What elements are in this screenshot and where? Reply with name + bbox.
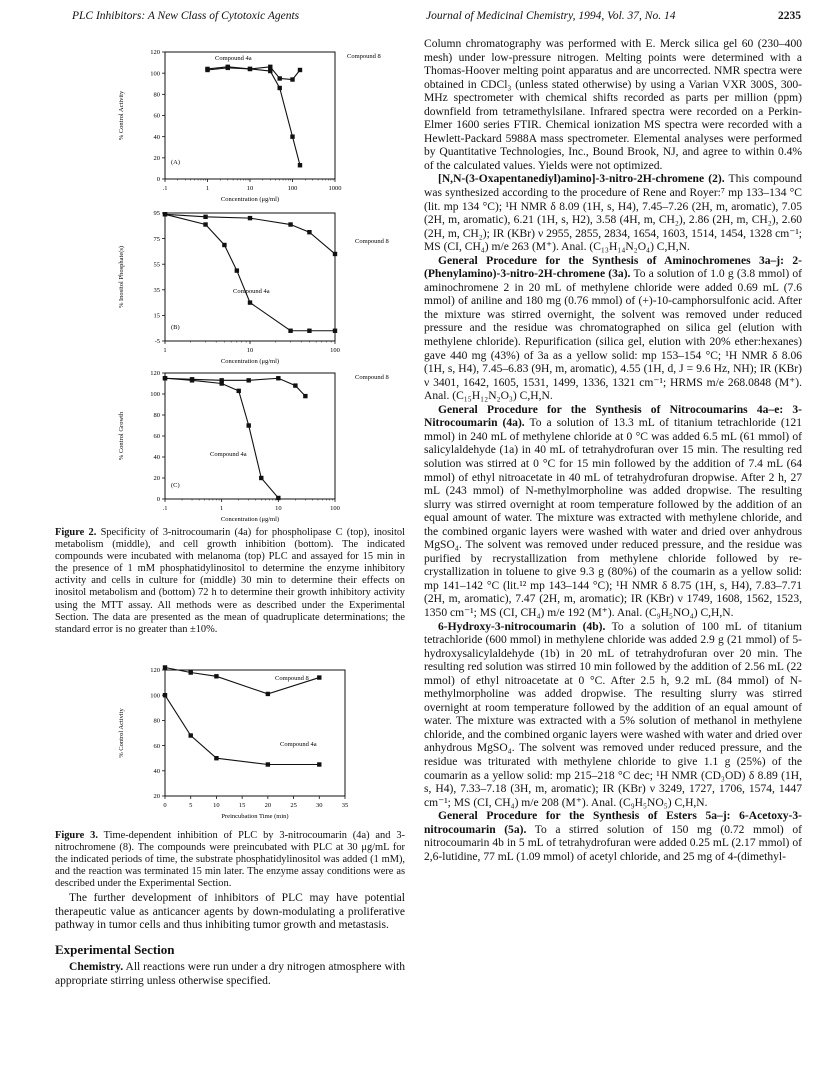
series-line	[208, 68, 300, 165]
data-point	[278, 86, 282, 90]
x-tick-label: 20	[264, 801, 272, 809]
data-point	[293, 383, 297, 387]
data-point	[235, 268, 239, 272]
data-point	[276, 496, 280, 500]
data-point	[237, 389, 241, 393]
data-point	[163, 212, 167, 216]
compound-2-text: This compound was synthesized according to the procedure of Rene and Royer:⁷ mp 133–134 °C (lit. mp 134 °C); ¹H NMR δ 8.09 (1H, s, H4), 7.45–7.26 (2H, m, aromatic), 7.05 (2H, m, aromatic), 6.21 (1H, s, H2), 3.58 (4H, m, CH₂), 2.86 (2H, m, CH₂), 2.60 (2H, m, CH₂); IR (KBr) ν 2955, 2855, 2834, 1654, 1603, 1514, 1454, 1328 cm⁻¹; MS (CI, CH₄) m/e 263 (M⁺). Anal. (C₁₃H₁₄N₂O₄) C,H,N.	[424, 173, 802, 254]
data-point	[333, 252, 337, 256]
compound-4b-paragraph	[424, 621, 802, 811]
data-point	[247, 378, 251, 382]
x-tick-label: 30	[316, 801, 323, 809]
y-tick-label: 55	[153, 261, 160, 269]
panel-label: (B)	[171, 324, 180, 331]
y-tick-label: 40	[153, 133, 160, 141]
x-tick-label: .1	[162, 185, 168, 192]
y-tick-label: 80	[153, 91, 160, 99]
x-tick-label: 25	[290, 801, 297, 809]
methods-paragraph: Column chromatography was performed with E. Merck silica gel 60 (230–400 mesh) under low-pressure nitrogen. Melting points were determined with a Thomas-Hoover melting point apparatus and are uncorrected. NMR spectra were obtained in CDCl₃ (unless stated otherwise) by using a Varian VXR 300S, 300-MHz spectrometer with chemical shifts recorded as parts per million (ppm) downfield from tetramethylsilane. Infrared spectra were recorded on a Perkin-Elmer 1600 series FTIR. Chemical ionization MS spectra were recorded with a Hewlett-Packard 5988A mass spectrometer. Elemental analyses were performed by Quantitative Technologies, Inc., Bound Brook, NJ, and agree to within 0.4% of the calculated values. Yields were not optimized.	[424, 38, 802, 172]
y-tick-label: 100	[150, 391, 160, 399]
x-tick-label: 15	[238, 801, 246, 809]
panel-label: (C)	[171, 482, 180, 489]
x-axis-label: Concentration (μg/ml)	[220, 516, 280, 523]
running-header-right	[426, 10, 801, 22]
y-axis-label: % Control Growth	[118, 411, 125, 461]
data-point	[266, 762, 270, 766]
data-point	[189, 733, 193, 737]
data-point	[268, 65, 272, 69]
y-axis-label: % Control Activity	[118, 708, 125, 758]
y-tick-label: 95	[153, 210, 160, 218]
data-point	[266, 692, 270, 696]
data-point	[189, 670, 193, 674]
compound-2-heading: [N,N-(3-Oxapentanediyl)amino]-3-nitro-2H-chromene (2).	[438, 173, 725, 186]
y-tick-label: 120	[150, 49, 160, 57]
x-tick-label: 1	[205, 185, 210, 192]
y-tick-label: 60	[153, 433, 160, 441]
data-point	[163, 665, 167, 669]
y-tick-label: 60	[153, 112, 160, 120]
series-label: Compound 8	[275, 674, 309, 682]
data-point	[333, 329, 337, 333]
compound-5a-paragraph	[424, 810, 802, 864]
series-label: Compound 8	[355, 374, 389, 381]
chemistry-paragraph	[55, 961, 405, 988]
data-point	[288, 329, 292, 333]
data-point	[276, 376, 280, 380]
figure-2-caption	[55, 527, 405, 636]
y-tick-label: 20	[153, 793, 160, 801]
left-column	[55, 40, 405, 988]
data-point	[307, 329, 311, 333]
y-tick-label: -5	[154, 338, 160, 346]
data-point	[226, 66, 230, 70]
x-tick-label: .1	[162, 505, 168, 512]
x-tick-label: 10	[246, 185, 254, 192]
y-tick-label: 40	[153, 454, 160, 462]
data-point	[278, 76, 282, 80]
x-axis-label: Concentration (μg/ml)	[220, 196, 280, 203]
y-tick-label: 80	[153, 412, 160, 420]
compound-4b-heading: 6-Hydroxy-3-nitrocoumarin (4b).	[438, 620, 606, 633]
plot-frame	[165, 670, 345, 796]
data-point	[247, 423, 251, 427]
page-number: 2235	[778, 10, 801, 22]
chemistry-text: All reactions were run under a dry nitrogen atmosphere with appropriate stirring unless otherwise specified.	[55, 960, 406, 987]
compound-4a-paragraph	[424, 404, 802, 621]
series-label: Compound 4a	[215, 55, 252, 62]
x-tick-label: 35	[341, 801, 349, 809]
plot-frame	[165, 373, 335, 499]
compound-5a-heading: General Procedure for the Synthesis of Esters 5a–j: 6-Acetoxy-3-nitrocoumarin (5a).	[424, 810, 802, 836]
figure-3-label: Figure 3.	[55, 829, 98, 841]
panel-label: (A)	[171, 159, 181, 166]
y-tick-label: 35	[153, 287, 160, 294]
y-tick-label: 100	[150, 692, 160, 700]
data-point	[303, 394, 307, 398]
compound-3a-text: To a solution of 1.0 g (3.8 mmol) of aminochromene 2 in 20 mL of methylene chloride were added 0.69 mL (7.6 mmol) of aniline and 180 mg (0.76 mmol) of (+)-10-camphorsulfonic acid. After the mixture was stirred overnight, the solvent was removed under reduced pressure and the residue was chromatographed on silica gel (elution with methylene chloride). Repurification (silica gel, elution with 20% ether:hexanes) gave 440 mg (43%) of 3a as a yellow solid: mp 153–154 °C; ¹H NMR δ 8.06 (1H, s, H4), 7.45–6.83 (9H, m, aromatic), 4.55 (1H, d, J = 9.6 Hz, NH); IR (KBr) ν 3401, 1642, 1605, 1531, 1499, 1336, 1321 cm⁻¹; HRMS m/e 268.0848 (M⁺). Anal. (C₁₅H₁₂N₂O₃) C,H,N.	[424, 268, 803, 403]
series-label: Compound 8	[347, 53, 381, 60]
series-line	[165, 695, 319, 764]
compound-2-paragraph	[424, 173, 802, 254]
x-axis-label: Concentration (μg/ml)	[220, 358, 280, 365]
chart-figure-3	[55, 658, 395, 828]
data-point	[248, 67, 252, 71]
x-tick-label: 10	[246, 347, 254, 354]
figure-2-label: Figure 2.	[55, 527, 97, 538]
chart-panel-a	[55, 40, 395, 205]
figure-2-caption-text: Specificity of 3-nitrocoumarin (4a) for phospholipase C (top), inositol metabolism (middle), and cell growth inhibition (bottom). The indicated compounds were incubated with melanoma (top) PLC and assayed for 15 min in the presence of 1 mM phosphatidylinositol to determine the enzyme inhibitory activity and cells in culture for (middle) 30 min to determine their effects on inositol metabolism and (bottom) 72 h to determine their growth inhibitory activity using the MTT assay. All methods were as described under the Experimental Section. The data are presented as the mean of quadruplicate determinations; the standard error is no greater than ±10%.	[55, 527, 405, 635]
compound-5a-text: To a stirred solution of 150 mg (0.72 mmol) of nitrocoumarin 4b in 5 mL of tetrahydrofuran were added 0.25 mL (2.17 mmol) of 2,6-lutidine, 77 mL (1.09 mmol) of acetyl chloride, and 25 mg of 4-(dimethyl-	[424, 823, 802, 863]
compound-3a-heading: General Procedure for the Synthesis of Aminochromenes 3a–j: 2-(Phenylamino)-3-nitro-2H-chromene (3a).	[424, 254, 802, 281]
x-tick-label: 100	[330, 347, 340, 354]
y-tick-label: 60	[153, 742, 160, 750]
y-tick-label: 0	[156, 496, 160, 504]
data-point	[290, 134, 294, 138]
x-tick-label: 1	[220, 505, 224, 512]
y-tick-label: 75	[153, 235, 160, 243]
data-point	[317, 675, 321, 679]
data-point	[203, 222, 207, 226]
x-tick-label: 0	[163, 801, 167, 809]
x-axis-label: Preincubation Time (min)	[221, 812, 289, 820]
x-tick-label: 10	[275, 505, 282, 512]
y-tick-label: 0	[156, 176, 160, 184]
section-heading-experimental: Experimental Section	[55, 941, 175, 957]
data-point	[205, 68, 209, 72]
x-tick-label: 100	[330, 505, 340, 512]
y-tick-label: 20	[153, 155, 160, 163]
data-point	[222, 243, 226, 247]
data-point	[290, 77, 294, 81]
chart-panel-b	[55, 205, 395, 365]
figure-2-panel-b	[55, 205, 405, 365]
y-tick-label: 120	[150, 667, 160, 675]
chemistry-label: Chemistry.	[69, 960, 124, 973]
chart-panel-c	[55, 365, 395, 525]
y-tick-label: 15	[153, 312, 160, 320]
data-point	[219, 381, 223, 385]
data-point	[203, 215, 207, 219]
figure-3-caption	[55, 830, 405, 890]
series-line	[165, 378, 305, 396]
data-point	[307, 230, 311, 234]
y-tick-label: 20	[153, 475, 160, 483]
data-point	[163, 376, 167, 380]
series-label: Compound 4a	[233, 288, 270, 295]
data-point	[214, 756, 218, 760]
series-label: Compound 8	[355, 238, 389, 245]
data-point	[298, 68, 302, 72]
data-point	[214, 674, 218, 678]
data-point	[190, 378, 194, 382]
y-tick-label: 40	[153, 767, 160, 775]
y-tick-label: 100	[150, 70, 160, 78]
figure-3-caption-text: Time-dependent inhibition of PLC by 3-nitrocoumarin (4a) and 3-nitrochromene (8). The compounds were preincubated with PLC at 30 μg/mL for the indicated periods of time, the substrate phosphatidylinositol was added (1 mM), and the reaction was terminated 15 min later. The enzyme assay conditions were as described under the Experimental Section.	[55, 829, 405, 890]
y-tick-label: 80	[153, 717, 160, 725]
data-point	[163, 693, 167, 697]
figure-2-panel-a	[55, 40, 405, 205]
series-label: Compound 4a	[280, 740, 317, 748]
data-point	[317, 762, 321, 766]
figure-2-panel-c	[55, 365, 405, 525]
x-tick-label: 1000	[328, 185, 342, 192]
x-tick-label: 10	[213, 801, 220, 809]
running-header-left: PLC Inhibitors: A New Class of Cytotoxic Agents	[72, 10, 300, 22]
compound-3a-paragraph	[424, 255, 802, 404]
data-point	[298, 163, 302, 167]
compound-4b-text: To a solution of 100 mL of titanium tetrachloride (600 mmol) in methylene chloride was added 2.9 g (21 mmol) of 5-hydroxysalicylaldehyde (1b) in 20 mL of tetrahydrofuran over 20 min. The resulting red solution was stirred 10 min followed by the addition of 2.56 mL (22 mmol) of ethyl nitroacetate at 0 °C. After 2.5 h, 9.2 mL (84 mmol) of N-methylmorpholine was added dropwise. The resulting slurry was stirred overnight at room temperature followed by the addition of an equal amount of water. The mixture was extracted with a 5% solution of methanol in methylene chloride, and the combined organic layers were washed with water and dried over anhydrous MgSO₄. The solvent was removed under reduced pressure, and the residue was triturated with methylene chloride to give 1.1 g (25%) of the coumarin as a yellow solid: mp 215–218 °C dec; ¹H NMR (CD₃OD) δ 8.89 (1H, s, H4), 7.33–7.18 (3H, m, aromatic); IR (KBr) ν 3249, 1727, 1706, 1574, 1447 cm⁻¹; MS (CI, CH₄) m/e 208 (M⁺). Anal. (C₉H₅NO₅) C,H,N.	[424, 620, 803, 809]
data-point	[268, 69, 272, 73]
conclusion-paragraph: The further development of inhibitors of PLC may have potential therapeutic value as anticancer agents by down-modulating a proliferative pathway in tumor cells and thus inhibiting tumor growth and metastasis.	[55, 892, 405, 932]
x-tick-label: 1	[163, 347, 167, 354]
compound-4a-heading: General Procedure for the Synthesis of Nitrocoumarins 4a–e: 3-Nitrocoumarin (4a).	[424, 403, 802, 430]
y-axis-label: % Control Activity	[118, 90, 125, 141]
right-column	[424, 38, 802, 864]
compound-4a-text: To a solution of 13.3 mL of titanium tetrachloride (121 mmol) in 240 mL of methylene chloride at 0 °C was added 6.5 mL (61 mmol) of salicylaldehyde (1a) in 40 mL of tetrahydrofuran over 15 min. The resulting red solution was stirred at 0 °C for 15 min followed by the addition of 7.4 mL (64 mmol) of ethyl nitroacetate in 40 mL of tetrahydrofuran dropwise. After 2 h, 27 mL (243 mmol) of N-methylmorpholine was added dropwise. The resulting slurry was stirred overnight at room temperature followed by the addition of an equal amount of water. The mixture was extracted with methylene chloride, and the combined organic layers were washed with water and dried over anhydrous MgSO₄. The solvent was removed under reduced pressure, and the residue was purified by recrystallization from methylene chloride followed by re-crystallization in toluene to give 9.3 g (80%) of the coumarin as a yellow solid: mp 141–142 °C (lit.¹² mp 143–144 °C); ¹H NMR δ 8.75 (1H, s, H4), 7.83–7.71 (2H, m, aromatic), 7.47 (2H, m, aromatic); IR (KBr) ν 1749, 1608, 1562, 1523, 1350 cm⁻¹; MS (CI, CH₄) m/e 192 (M⁺). Anal. (C₉H₅NO₄) C,H,N.	[424, 417, 802, 619]
y-axis-label: % Inositol Phosphate(s)	[118, 245, 125, 309]
y-tick-label: 120	[150, 370, 160, 378]
data-point	[259, 476, 263, 480]
x-tick-label: 5	[189, 801, 193, 809]
data-point	[248, 216, 252, 220]
series-label: Compound 4a	[210, 451, 247, 458]
journal-citation: Journal of Medicinal Chemistry, 1994, Vol. 37, No. 14	[426, 10, 676, 22]
data-point	[288, 222, 292, 226]
x-tick-label: 100	[287, 185, 298, 192]
figure-3	[55, 658, 405, 828]
data-point	[248, 300, 252, 304]
